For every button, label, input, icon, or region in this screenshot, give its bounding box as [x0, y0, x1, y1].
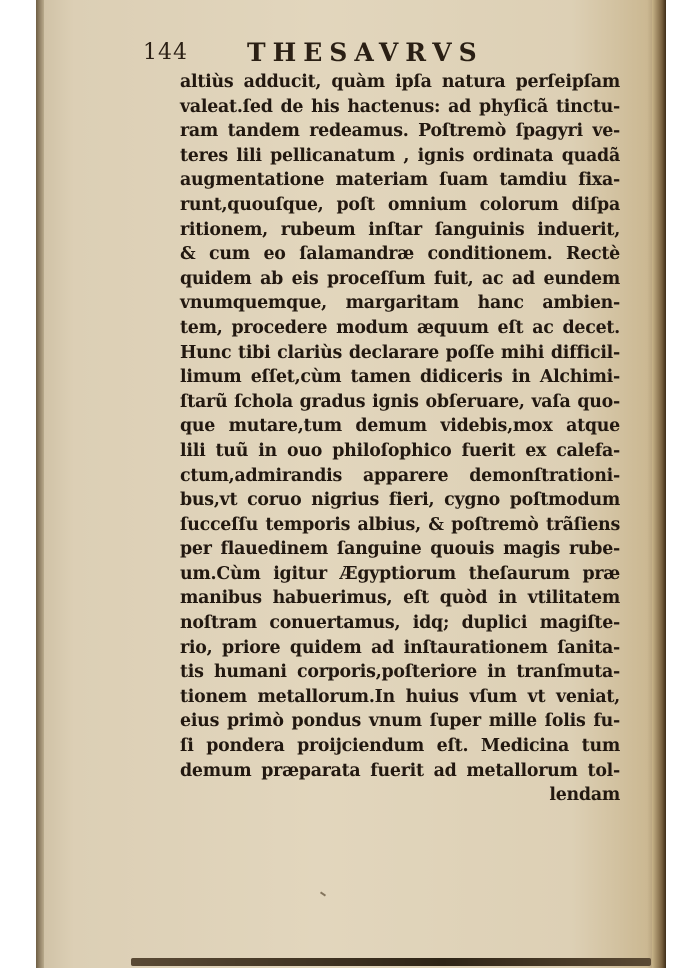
text-line: teres lili pellicanatum , ignis ordinata quadã	[180, 145, 620, 166]
text-line: & cum eo ſalamandræ conditionem. Rectè	[180, 244, 620, 265]
text-line: tem, procedere modum æquum eſt ac decet.	[180, 317, 620, 338]
page-bottom-shadow	[131, 958, 651, 966]
text-line: tis humani corporis,poſteriore in tranſmuta-	[180, 662, 620, 683]
text-line: ram tandem redeamus. Poſtremò ſpagyri ve-	[180, 121, 620, 142]
body-text	[180, 70, 620, 808]
text-line: ſi pondera proijciendum eſt. Medicina tum	[180, 736, 620, 757]
page-right-edge	[652, 0, 666, 968]
text-line: ſucceſſu temporis albius, & poſtremò trãſiens	[180, 514, 620, 535]
page-number: 144	[143, 40, 188, 65]
text-line: augmentatione materiam ſuam tamdiu fixa-	[180, 170, 620, 191]
text-line: ctum,admirandis apparere demonſtrationi-	[180, 465, 620, 486]
catchword: lendam	[549, 785, 620, 806]
text-line: Hunc tibi clariùs declarare poſſe mihi difficil-	[180, 342, 620, 363]
ink-speck	[320, 891, 326, 896]
text-line: eius primò pondus vnum ſuper mille ſolis fu-	[180, 711, 620, 732]
text-line: valeat.ſed de his hactenus: ad phyſicã tinctu-	[180, 96, 620, 117]
running-title: THESAVRVS	[247, 38, 484, 67]
text-line: demum præparata fuerit ad metallorum tol-	[180, 760, 620, 781]
text-line: ſtarũ ſchola gradus ignis obſeruare, vaſa quo-	[180, 391, 620, 412]
text-line: altiùs adducit, quàm ipſa natura perſeipſam	[180, 72, 620, 92]
text-line: per flauedinem ſanguine quouis magis rube-	[180, 539, 620, 560]
text-line: limum eſſet,cùm tamen didiceris in Alchimi-	[180, 367, 620, 388]
text-line: um.Cùm igitur Ægyptiorum theſaurum præ	[180, 563, 620, 584]
page-header	[143, 36, 623, 70]
page-left-edge	[36, 0, 44, 968]
text-line: que mutare,tum demum videbis,mox atque	[180, 416, 620, 437]
text-line: quidem ab eis proceſſum fuit, ac ad eundem	[180, 268, 620, 289]
text-line: manibus habuerimus, eſt quòd in vtilitatem	[180, 588, 620, 609]
text-line: runt,quouſque, poſt omnium colorum diſpa	[180, 194, 620, 215]
text-line: rio, priore quidem ad inſtaurationem ſanita-	[180, 637, 620, 658]
text-line: lili tuũ in ouo philoſophico fuerit ex calefa-	[180, 440, 620, 461]
text-line: ritionem, rubeum inſtar ſanguinis induerit,	[180, 219, 620, 240]
text-line: noſtram conuertamus, idq; duplici magiſte-	[180, 613, 620, 634]
text-line: vnumquemque, margaritam hanc ambien-	[180, 293, 620, 314]
text-line: bus,vt coruo nigrius fieri, cygno poſtmodum	[180, 490, 620, 511]
text-line: tionem metallorum.In huius vſum vt veniat,	[180, 686, 620, 707]
